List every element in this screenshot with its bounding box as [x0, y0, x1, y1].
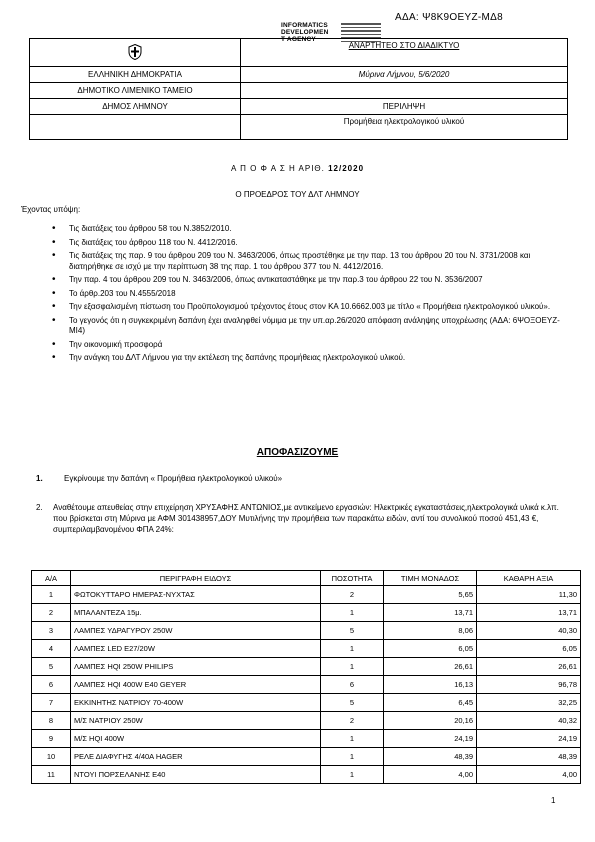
cell-unit-price: 48,39 — [384, 748, 477, 766]
cell-aa: 2 — [32, 604, 71, 622]
list-item: • Την ανάγκη του ΔΛΤ Λήμνου για την εκτέλεση της δαπάνης προμήθειας ηλεκτρολογικού υλικού. — [56, 353, 561, 364]
table-row — [32, 658, 581, 676]
stamp-line-1: INFORMATICS — [281, 22, 328, 29]
list-item: • Την εξασφαλισμένη πίστωση του Προϋπολογισμού τρέχοντος έτους στον ΚΑ 10.6662.003 με τίτλο « Προμήθεια ηλεκτρολογικού υλικού». — [56, 302, 561, 313]
stamp-line-3: T AGENCY — [281, 36, 316, 43]
having-in-mind: Έχοντας υπόψη: — [21, 205, 81, 214]
cell-description: ΦΩΤΟΚΥΤΤΑΡΟ ΗΜΕΡΑΣ-ΝΥΧΤΑΣ — [71, 586, 321, 604]
cell-quantity: 2 — [321, 586, 384, 604]
col-header-description: ΠΕΡΙΓΡΑΦΗ ΕΙΔΟΥΣ — [71, 571, 321, 586]
cell-net-value: 13,71 — [477, 604, 581, 622]
cell-quantity: 2 — [321, 712, 384, 730]
cell-aa: 9 — [32, 730, 71, 748]
table-row — [32, 586, 581, 604]
cell-unit-price: 5,65 — [384, 586, 477, 604]
place-date: Μύρινα Λήμνου, 5/6/2020 — [241, 67, 568, 83]
table-row — [32, 712, 581, 730]
cell-description: ΜΠΑΛΑΝΤΕΖΑ 15μ. — [71, 604, 321, 622]
cell-quantity: 5 — [321, 622, 384, 640]
cell-unit-price: 4,00 — [384, 766, 477, 784]
table-row — [32, 604, 581, 622]
cell-description: ΝΤΟΥΙ ΠΟΡΣΕΛΑΝΗΣ Ε40 — [71, 766, 321, 784]
col-header-net-value: ΚΑΘΑΡΗ ΑΞΙΑ — [477, 571, 581, 586]
cell-quantity: 1 — [321, 640, 384, 658]
col-header-quantity: ΠΟΣΟΤΗΤΑ — [321, 571, 384, 586]
cell-aa: 6 — [32, 676, 71, 694]
cell-net-value: 40,30 — [477, 622, 581, 640]
list-item: • Τις διατάξεις της παρ. 9 του άρθρου 209 του Ν. 3463/2006, όπως προστέθηκε με την παρ. 13 του άρθρου 20 του Ν. 3731/2008 και διατηρήθηκε σε ισχύ με την περίπτωση 38 της παρ. 1 του άρθρου 377 του Ν. 4412/2016. — [56, 251, 561, 272]
cell-net-value: 11,30 — [477, 586, 581, 604]
cell-net-value: 26,61 — [477, 658, 581, 676]
item-text: Εγκρίνουμε την δαπάνη « Προμήθεια ηλεκτρολογικού υλικού» — [64, 474, 283, 483]
cell-unit-price: 16,13 — [384, 676, 477, 694]
municipality-label: ΔΗΜΟΣ ΛΗΜΝΟΥ — [30, 99, 241, 115]
cell-net-value: 40,32 — [477, 712, 581, 730]
cell-unit-price: 13,71 — [384, 604, 477, 622]
cell-quantity: 5 — [321, 694, 384, 712]
cell-unit-price: 24,19 — [384, 730, 477, 748]
cell-aa: 5 — [32, 658, 71, 676]
cell-aa: 7 — [32, 694, 71, 712]
list-item: • Το γεγονός ότι η συγκεκριμένη δαπάνη έχει αναληφθεί νόμιμα με την υπ.αρ.26/2020 απόφαση ανάληψης υποχρέωσης (ΑΔΑ: 6ΨΟΞΟΕΥΖ-ΜΙ4) — [56, 316, 561, 337]
cell-net-value: 24,19 — [477, 730, 581, 748]
emblem-cell — [30, 39, 241, 67]
cell-quantity: 6 — [321, 676, 384, 694]
cell-description: ΛΑΜΠΕΣ HQI 250W PHILIPS — [71, 658, 321, 676]
we-decide-heading: ΑΠΟΦΑΣΙΖΟΥΜΕ — [256, 447, 339, 458]
cell-net-value: 4,00 — [477, 766, 581, 784]
decision-item-2 — [36, 502, 566, 535]
table-row — [32, 766, 581, 784]
cell-quantity: 1 — [321, 658, 384, 676]
stamp-line-2: DEVELOPMEN — [281, 29, 329, 36]
cell-quantity: 1 — [321, 748, 384, 766]
cell-description: Μ/Σ ΝΑΤΡΙΟΥ 250W — [71, 712, 321, 730]
summary-label: ΠΕΡΙΛΗΨΗ — [241, 99, 568, 115]
table-row — [32, 640, 581, 658]
summary-text: Προμήθεια ηλεκτρολογικού υλικού — [241, 115, 568, 140]
cell-quantity: 1 — [321, 604, 384, 622]
items-table — [31, 570, 581, 784]
cell-unit-price: 6,05 — [384, 640, 477, 658]
cell-description: Μ/Σ HQI 400W — [71, 730, 321, 748]
president-heading: Ο ΠΡΟΕΔΡΟΣ ΤΟΥ ΔΛΤ ΛΗΜΝΟΥ — [235, 190, 360, 199]
table-row — [32, 748, 581, 766]
cell-description: ΛΑΜΠΕΣ ΥΔΡΑΓΥΡΟΥ 250W — [71, 622, 321, 640]
decision-title — [0, 164, 595, 173]
cell-description: ΕΚΚΙΝΗΤΗΣ ΝΑΤΡΙΟΥ 70-400W — [71, 694, 321, 712]
decision-number: 12/2020 — [328, 164, 365, 173]
cell-net-value: 6,05 — [477, 640, 581, 658]
cell-aa: 1 — [32, 586, 71, 604]
item-number: 2. — [36, 503, 43, 512]
cell-unit-price: 6,45 — [384, 694, 477, 712]
fund-label: ΔΗΜΟΤΙΚΟ ΛΙΜΕΝΙΚΟ ΤΑΜΕΙΟ — [30, 83, 241, 99]
table-header-row — [32, 571, 581, 586]
posting-notice: ΑΝΑΡΤΗΤΕΟ ΣΤΟ ΔΙΑΔΙΚΤΥΟ — [348, 41, 460, 50]
cell-quantity: 1 — [321, 730, 384, 748]
col-header-aa: Α/Α — [32, 571, 71, 586]
cell-net-value: 48,39 — [477, 748, 581, 766]
empty-cell — [30, 115, 241, 140]
empty-cell — [241, 83, 568, 99]
table-row — [32, 676, 581, 694]
page-number: 1 — [551, 796, 556, 805]
cell-aa: 3 — [32, 622, 71, 640]
cell-aa: 4 — [32, 640, 71, 658]
cell-aa: 8 — [32, 712, 71, 730]
cell-description: ΛΑΜΠΕΣ HQI 400W E40 GEYER — [71, 676, 321, 694]
cell-unit-price: 20,16 — [384, 712, 477, 730]
considerations-list — [56, 224, 561, 367]
cell-aa: 11 — [32, 766, 71, 784]
greek-emblem-icon — [128, 44, 142, 60]
item-number: 1. — [36, 474, 43, 483]
cell-aa: 10 — [32, 748, 71, 766]
table-row — [32, 694, 581, 712]
ada-code: ΑΔΑ: Ψ8Κ9ΟΕΥΖ-ΜΔ8 — [395, 12, 503, 23]
republic-label: ΕΛΛΗΝΙΚΗ ΔΗΜΟΚΡΑΤΙΑ — [30, 67, 241, 83]
cell-description: ΛΑΜΠΕΣ LED E27/20W — [71, 640, 321, 658]
table-row — [32, 622, 581, 640]
item-text: Αναθέτουμε απευθείας στην επιχείρηση ΧΡΥΣΑΦΗΣ ΑΝΤΩΝΙΟΣ,με αντικείμενο εργασιών: Ηλεκτρικές εγκαταστάσεις,ηλεκτρολογικά υλικά κ.λπ. που βρίσκεται στη Μύρινα με ΑΦΜ 301438957,ΔΟΥ Μυτιλήνης την προμήθεια των παρακάτω ειδών, αντί του συνολικού ποσού 451,43 €, συμπεριλαμβανομένου ΦΠΑ 24%: — [53, 503, 559, 534]
list-item: • Την παρ. 4 του άρθρου 209 του Ν. 3463/2006, όπως αντικαταστάθηκε με την παρ.3 του άρθρου 22 του Ν. 3536/2007 — [56, 275, 561, 286]
col-header-unit-price: ΤΙΜΗ ΜΟΝΑΔΟΣ — [384, 571, 477, 586]
cell-unit-price: 26,61 — [384, 658, 477, 676]
table-row — [32, 730, 581, 748]
decision-title-prefix: Α Π Ο Φ Α Σ Η ΑΡΙΘ. — [230, 164, 329, 173]
list-item: • Τις διατάξεις του άρθρου 58 του Ν.3852/2010. — [56, 224, 561, 235]
cell-net-value: 96,78 — [477, 676, 581, 694]
header-table — [29, 38, 568, 140]
cell-quantity: 1 — [321, 766, 384, 784]
list-item: • Την οικονομική προσφορά — [56, 340, 561, 351]
list-item: • Τις διατάξεις του άρθρου 118 του Ν. 4412/2016. — [56, 238, 561, 249]
list-item: • Το άρθρ.203 του Ν.4555/2018 — [56, 289, 561, 300]
cell-unit-price: 8,06 — [384, 622, 477, 640]
cell-net-value: 32,25 — [477, 694, 581, 712]
decision-item-1 — [36, 474, 282, 483]
cell-description: ΡΕΛΕ ΔΙΑΦΥΓΗΣ 4/40Α HAGER — [71, 748, 321, 766]
